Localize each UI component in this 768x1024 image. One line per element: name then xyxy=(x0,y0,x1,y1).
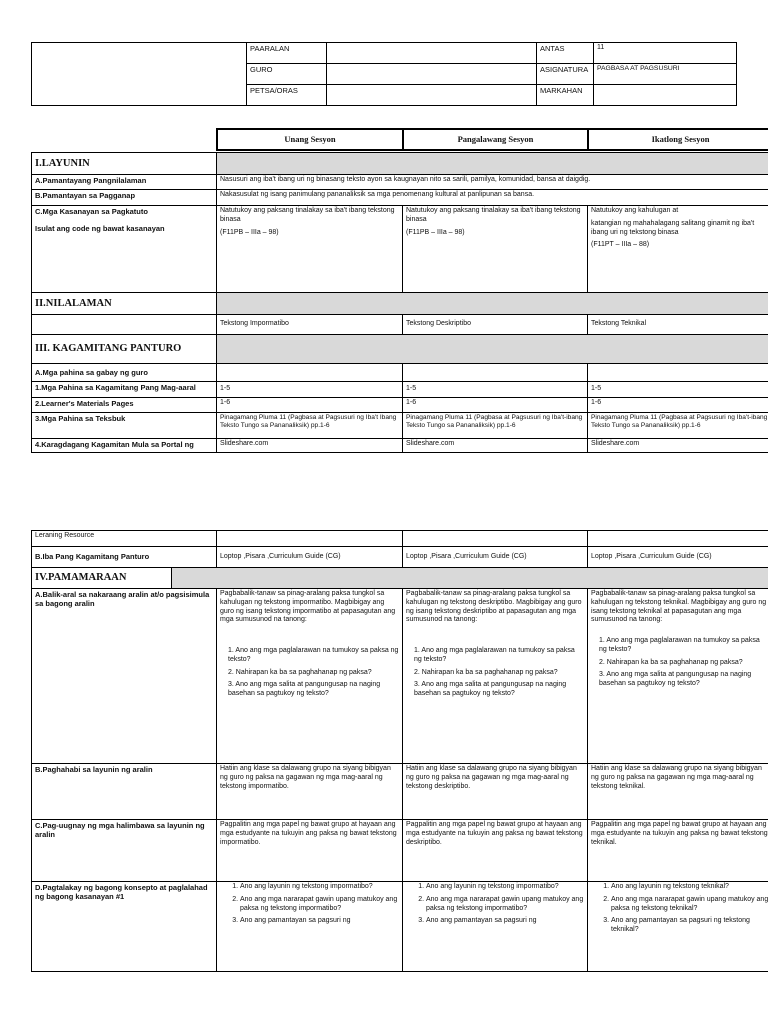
lm-pages-label: 2.Learner's Materials Pages xyxy=(32,398,217,413)
markahan-field xyxy=(594,85,737,106)
session-2-header: Pangalawang Sesyon xyxy=(403,129,588,150)
leraning-s3 xyxy=(588,531,768,547)
balik-aral-s2-intro: Pagbabalik-tanaw sa pinag-aralang paksa tungkol sa kahulugan ng tekstong deskriptibo. Magbibigay ang guro ng isang tekstong deskriptibo at papasagutan ang mga sumusunod na tanong: xyxy=(406,590,582,624)
markahan-label: MARKAHAN xyxy=(537,85,594,106)
kasanayan-s1-code: (F11PB – IIIa – 98) xyxy=(220,228,279,236)
lm-pages-s3: 1-6 xyxy=(588,398,768,413)
kasanayan-s3-code: (F11PT – IIIa – 88) xyxy=(591,241,650,249)
balik-aral-s2-q1: 1. Ano ang mga paglalarawan na tumukoy sa paksa ng teksto? xyxy=(414,647,575,663)
kasanayan-s3-text-a: Natutukoy ang kahulugan at xyxy=(591,207,679,214)
layunin-title: I.LAYUNIN xyxy=(32,153,217,175)
balik-aral-s1 xyxy=(217,589,403,764)
pagtalakay-s3-q1: 1. Ano ang layunin ng tekstong teknikal? xyxy=(611,883,768,892)
teksbuk-label: 3.Mga Pahina sa Teksbuk xyxy=(32,413,217,439)
nilalaman-s1: Tekstong Impormatibo xyxy=(217,315,403,335)
guro-field xyxy=(327,64,537,85)
pagtalakay-s1-q3: 3. Ano ang pamantayan sa pagsuri ng xyxy=(240,917,399,926)
portal-s1: Slideshare.com xyxy=(217,439,403,453)
pangnilalaman-label: A.Pamantayang Pangnilalaman xyxy=(32,175,217,190)
paghahabi-s2: Hatiin ang klase sa dalawang grupo na siyang bibigyan ng guro ng paksa na gagawan ng mga mag-aaral ng tekstong deskriptibo. xyxy=(403,764,588,820)
lesson-table-1 xyxy=(31,152,768,453)
asignatura-value: PAGBASA AT PAGSUSURI xyxy=(594,64,737,85)
pagtalakay-s1-q1: 1. Ano ang layunin ng tekstong impormatibo? xyxy=(240,883,399,892)
gabay-s1 xyxy=(217,364,403,382)
gabay-s2 xyxy=(403,364,588,382)
paaralan-label: PAARALAN xyxy=(247,43,327,64)
pagganap-text: Nakasusulat ng isang panimulang pananaliksik sa mga penomenang kultural at panlipunan sa bansa. xyxy=(217,190,768,206)
leraning-s1 xyxy=(217,531,403,547)
asignatura-label: ASIGNATURA xyxy=(537,64,594,85)
iba-pang-label: B.Iba Pang Kagamitang Panturo xyxy=(32,547,217,568)
balik-aral-s1-q3: 3. Ano ang mga salita at pangungusap na naging basehan sa pagtukoy ng teksto? xyxy=(228,681,381,697)
teksbuk-s1: Pinagamang Pluma 11 (Pagbasa at Pagsusuri ng Iba't Ibang Teksto Tungo sa Pananaliksik) pp.1-6 xyxy=(217,413,403,439)
nilalaman-s2: Tekstong Deskriptibo xyxy=(403,315,588,335)
balik-aral-s1-q1: 1. Ano ang mga paglalarawan na tumukoy sa paksa ng teksto? xyxy=(228,647,399,663)
paghahabi-label: B.Paghahabi sa layunin ng aralin xyxy=(32,764,217,820)
kasanayan-label-2: Isulat ang code ng bawat kasanayan xyxy=(35,224,165,234)
pagtalakay-label: D.Pagtalakay ng bagong konsepto at paglalahad ng bagong kasanayan #1 xyxy=(32,882,217,972)
lm-pages-s2: 1-6 xyxy=(403,398,588,413)
pahina-magaaral-label: 1.Mga Pahina sa Kagamitang Pang Mag-aaral xyxy=(32,382,217,398)
pamamaraan-title: IV.PAMAMARAAN xyxy=(32,568,172,589)
guro-label: GURO xyxy=(247,64,327,85)
teksbuk-s3: Pinagamang Pluma 11 (Pagbasa at Pagsusuri ng Iba't-ibang Teksto Tungo sa Pananaliksik) pp.1-6 xyxy=(588,413,768,439)
nilalaman-title: II.NILALAMAN xyxy=(32,293,217,315)
kasanayan-s3-text-b: katangian ng mahahalagang salitang ginamit ng iba't ibang uri ng tekstong binasa xyxy=(591,219,755,236)
leraning-s2 xyxy=(403,531,588,547)
antas-value: 11 xyxy=(594,43,737,64)
balik-aral-s2-q3: 3. Ano ang mga salita at pangungusap na naging basehan sa pagtukoy ng teksto? xyxy=(414,681,567,697)
pagganap-label: B.Pamantayan sa Pagganap xyxy=(32,190,217,206)
pagtalakay-s3-q2: 2. Ano ang mga nararapat gawin upang matukoy ang paksa ng tekstong teknikal? xyxy=(611,896,768,914)
balik-aral-s3-q3: 3. Ano ang mga salita at pangungusap na naging basehan sa pagtukoy ng teksto? xyxy=(599,671,752,687)
pagtalakay-s2-q3: 3. Ano ang pamantayan sa pagsuri ng xyxy=(426,917,584,926)
balik-aral-label: A.Balik-aral sa nakaraang aralin at/o pagsisimula sa bagong aralin xyxy=(32,589,217,764)
leraning-resource-label: Leraning Resource xyxy=(32,531,217,547)
paghahabi-s1: Hatiin ang klase sa dalawang grupo na siyang bibigyan ng guro ng paksa na gagawan ng mga mag-aaral ng tekstong impormatibo. xyxy=(217,764,403,820)
petsa-field xyxy=(327,85,537,106)
paghahabi-s3: Hatiin ang klase sa dalawang grupo na siyang bibigyan ng guro ng paksa na gagawan ng mga mag-aaral ng tekstong teknikal. xyxy=(588,764,768,820)
pahina-magaaral-s3: 1-5 xyxy=(588,382,768,398)
pangnilalaman-text: Nasusuri ang iba't ibang uri ng binasang teksto ayon sa kaugnayan nito sa sarili, pamilya, komunidad, bansa at daigdig. xyxy=(217,175,768,190)
iba-pang-s2: Loptop ,Pisara ,Curriculum Guide (CG) xyxy=(403,547,588,568)
session-1-header: Unang Sesyon xyxy=(217,129,403,150)
pagtalakay-s2-q2: 2. Ano ang mga nararapat gawin upang matukoy ang paksa ng tekstong impormatibo? xyxy=(426,896,584,914)
balik-aral-s3 xyxy=(588,589,768,764)
balik-aral-s3-q1: 1. Ano ang mga paglalarawan na tumukoy sa paksa ng teksto? xyxy=(599,637,760,653)
nilalaman-blank xyxy=(32,315,217,335)
petsa-label: PETSA/ORAS xyxy=(247,85,327,106)
balik-aral-s3-intro: Pagbabalik-tanaw sa pinag-aralang paksa tungkol sa kahulugan ng tekstong teknikal. Magbibigay ang guro ng isang tekstong teknikal at papasagutan ang mga sumusunod na tanong: xyxy=(591,590,767,624)
balik-aral-s1-intro: Pagbabalik-tanaw sa pinag-aralang paksa tungkol sa kahulugan ng tekstong impormatibo. Magbibigay ang guro ng isang tekstong impormatibo at papasagutan ang mga sumusunod na tanong: xyxy=(220,590,396,624)
nilalaman-s3: Tekstong Teknikal xyxy=(588,315,768,335)
portal-s3: Slideshare.com xyxy=(588,439,768,453)
pagtalakay-s2 xyxy=(403,882,588,972)
kagamitan-title: III. KAGAMITANG PANTURO xyxy=(32,335,217,364)
pag-uugnay-s3: Pagpalitin ang mga papel ng bawat grupo at hayaan ang mga estudyante na tukuyin ang paksa ng bawat tekstong teknikal. xyxy=(588,820,768,882)
layunin-band xyxy=(217,153,768,175)
kasanayan-s2-text: Natutukoy ang paksang tinalakay sa iba't ibang tekstong binasa xyxy=(406,207,581,223)
balik-aral-s1-q2: 2. Nahirapan ka ba sa paghahanap ng paksa? xyxy=(228,668,372,676)
kasanayan-s1-text: Natutukoy ang paksang tinalakay sa iba't ibang tekstong binasa xyxy=(220,207,395,223)
pagtalakay-s3-q3: 3. Ano ang pamantayan sa pagsuri ng tekstong teknikal? xyxy=(611,917,768,935)
kasanayan-s2-code: (F11PB – IIIa – 98) xyxy=(406,228,465,236)
session-3-header: Ikatlong Sesyon xyxy=(588,129,768,150)
pag-uugnay-s1: Pagpalitin ang mga papel ng bawat grupo at hayaan ang mga estudyante na tukuyin ang paksa ng bawat tekstong impormatibo. xyxy=(217,820,403,882)
balik-aral-s2-q2: 2. Nahirapan ka ba sa paghahanap ng paksa? xyxy=(414,668,558,676)
portal-s2: Slideshare.com xyxy=(403,439,588,453)
lm-pages-s1: 1-6 xyxy=(217,398,403,413)
antas-label: ANTAS xyxy=(537,43,594,64)
iba-pang-s1: Loptop ,Pisara ,Curriculum Guide (CG) xyxy=(217,547,403,568)
kasanayan-label-1: C.Mga Kasanayan sa Pagkatuto xyxy=(35,207,148,216)
pahina-magaaral-s1: 1-5 xyxy=(217,382,403,398)
pagtalakay-s1-q2: 2. Ano ang mga nararapat gawin upang matukoy ang paksa ng tekstong impormatibo? xyxy=(240,896,399,914)
gabay-s3 xyxy=(588,364,768,382)
gabay-label: A.Mga pahina sa gabay ng guro xyxy=(32,364,217,382)
kasanayan-s1 xyxy=(217,206,403,293)
pagtalakay-s2-q1: 1. Ano ang layunin ng tekstong impormatibo? xyxy=(426,883,584,892)
header-blank xyxy=(32,43,247,106)
pagtalakay-s3 xyxy=(588,882,768,972)
header-table xyxy=(31,42,737,106)
balik-aral-s2 xyxy=(403,589,588,764)
balik-aral-s3-q2: 2. Nahirapan ka ba sa paghahanap ng paksa? xyxy=(599,658,743,666)
kagamitan-band xyxy=(217,335,768,364)
pamamaraan-band xyxy=(172,568,768,589)
kasanayan-s3 xyxy=(588,206,768,293)
kasanayan-label xyxy=(32,206,217,293)
nilalaman-band xyxy=(217,293,768,315)
teksbuk-s2: Pinagamang Pluma 11 (Pagbasa at Pagsusuri ng Iba't-ibang Teksto Tungo sa Pananaliksik) pp.1-6 xyxy=(403,413,588,439)
iba-pang-s3: Loptop ,Pisara ,Curriculum Guide (CG) xyxy=(588,547,768,568)
pag-uugnay-label: C.Pag-uugnay ng mga halimbawa sa layunin ng aralin xyxy=(32,820,217,882)
pag-uugnay-s2: Pagpalitin ang mga papel ng bawat grupo at hayaan ang mga estudyante na tukuyin ang paksa ng bawat tekstong deskriptibo. xyxy=(403,820,588,882)
lesson-table-2 xyxy=(31,530,768,972)
session-header-table xyxy=(216,128,768,151)
paaralan-field xyxy=(327,43,537,64)
kasanayan-s2 xyxy=(403,206,588,293)
pagtalakay-s1 xyxy=(217,882,403,972)
portal-label: 4.Karagdagang Kagamitan Mula sa Portal ng xyxy=(32,439,217,453)
pahina-magaaral-s2: 1-5 xyxy=(403,382,588,398)
